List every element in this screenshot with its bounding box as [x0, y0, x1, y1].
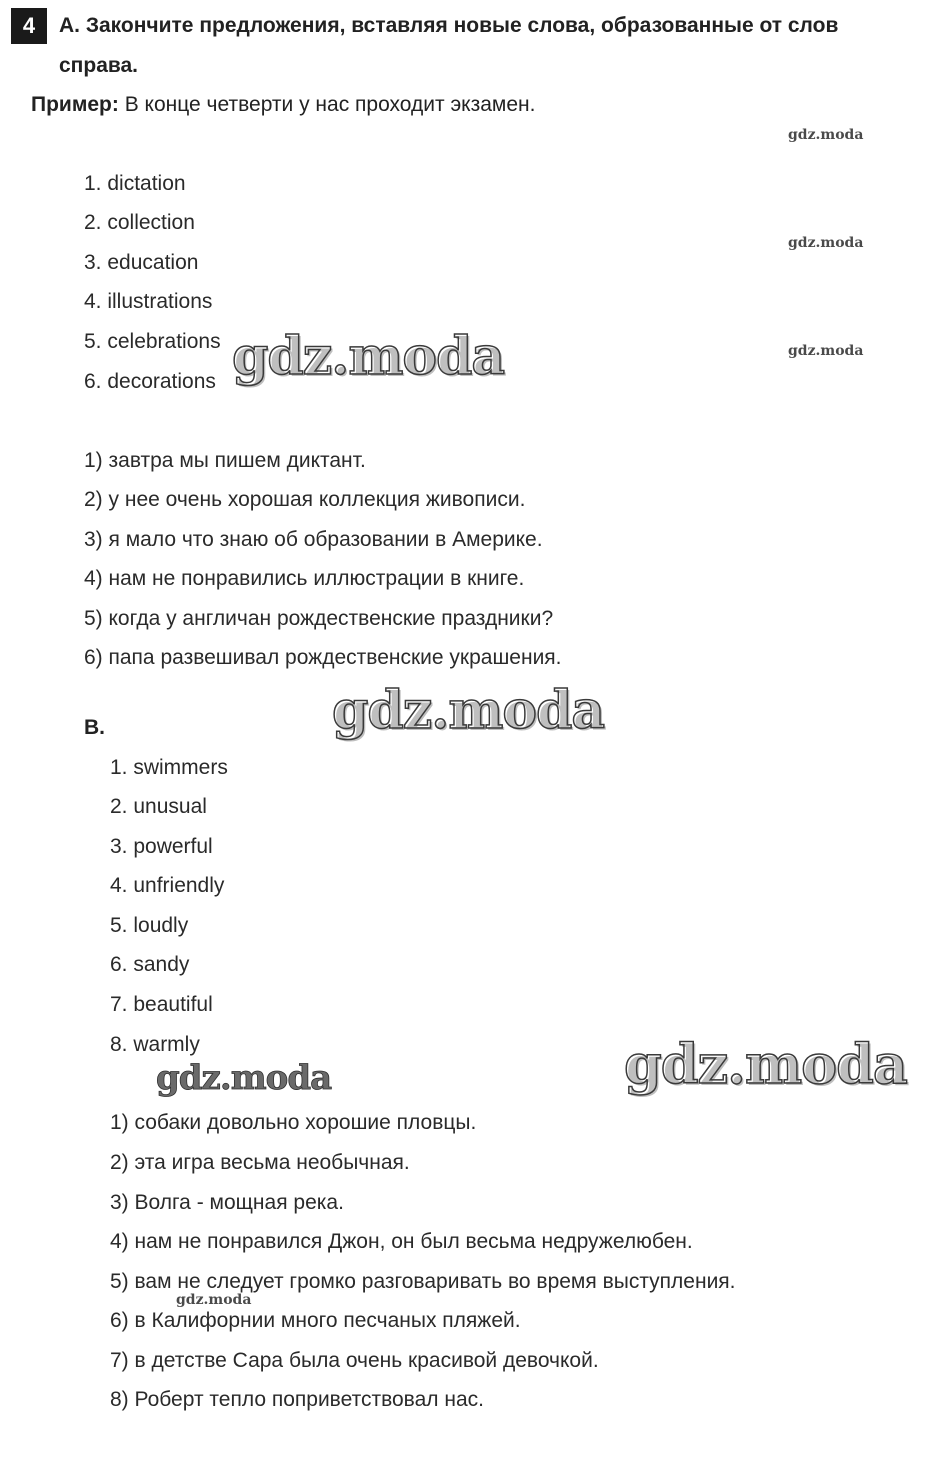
part-b-word: 1. swimmers [110, 756, 228, 779]
example-label: Пример: [31, 93, 119, 116]
watermark: gdz.moda [788, 235, 864, 251]
example-line [31, 93, 535, 117]
watermark: gdz.moda [332, 680, 605, 741]
part-b-word: 4. unfriendly [110, 874, 225, 897]
part-b-sentence: 4) нам не понравился Джон, он был весьма недружелюбен. [110, 1230, 693, 1253]
watermark: gdz.moda [232, 326, 505, 387]
part-b-sentence: 5) вам не следует громко разговаривать во время выступления. [110, 1270, 736, 1293]
part-b-sentence: 6) в Калифорнии много песчаных пляжей. [110, 1309, 521, 1332]
part-a-sentence: 4) нам не понравились иллюстрации в книге. [84, 567, 525, 590]
task-heading: А. Закончите предложения, вставляя новые слова, образованные от слов [59, 14, 839, 37]
part-b-sentence: 3) Волга - мощная река. [110, 1191, 344, 1214]
part-b-word: 3. powerful [110, 835, 213, 858]
watermark: gdz.moda [788, 127, 864, 143]
part-b-word: 8. warmly [110, 1033, 200, 1056]
part-a-word: 4. illustrations [84, 290, 213, 313]
watermark: gdz.moda [788, 343, 864, 359]
part-b-label: B. [84, 716, 105, 739]
part-b-word: 7. beautiful [110, 993, 213, 1016]
part-a-sentence: 5) когда у англичан рождественские праздники? [84, 607, 554, 630]
watermark: gdz.moda [156, 1058, 332, 1098]
part-b-word: 2. unusual [110, 795, 207, 818]
task-heading-continued: справа. [59, 54, 139, 77]
part-b-sentence: 2) эта игра весьма необычная. [110, 1151, 410, 1174]
part-a-sentence: 1) завтра мы пишем диктант. [84, 449, 366, 472]
part-a-word: 2. collection [84, 211, 195, 234]
watermark: gdz.moda [624, 1032, 907, 1096]
part-b-sentence: 1) собаки довольно хорошие пловцы. [110, 1111, 477, 1134]
part-a-word: 6. decorations [84, 370, 216, 393]
task-number-badge: 4 [11, 8, 47, 44]
part-b-word: 6. sandy [110, 953, 190, 976]
example-text: В конце четверти у нас проходит экзамен. [118, 93, 536, 116]
watermark: gdz.moda [176, 1292, 252, 1308]
part-b-sentence: 7) в детстве Сара была очень красивой девочкой. [110, 1349, 599, 1372]
part-a-sentence: 6) папа развешивал рождественские украшения. [84, 646, 562, 669]
part-a-word: 3. education [84, 251, 199, 274]
part-b-word: 5. loudly [110, 914, 189, 937]
part-b-sentence: 8) Роберт тепло поприветствовал нас. [110, 1388, 484, 1411]
part-a-word: 1. dictation [84, 172, 186, 195]
part-a-sentence: 2) у нее очень хорошая коллекция живописи. [84, 488, 526, 511]
part-a-sentence: 3) я мало что знаю об образовании в Америке. [84, 528, 543, 551]
part-a-word: 5. celebrations [84, 330, 221, 353]
